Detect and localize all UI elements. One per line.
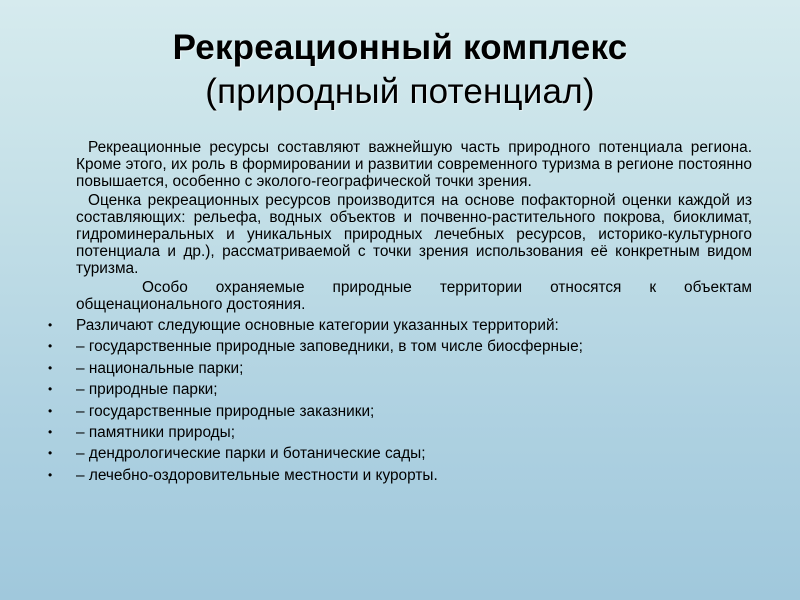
list-item [48,336,752,357]
list-item [48,443,752,464]
list-item [48,358,752,379]
list-item [48,315,752,336]
title-line-2: (природный потенциал) [205,72,595,111]
bullet-icon: • [48,403,53,418]
paragraph-protected-territories: Особо охраняемые природные территории относятся к объектам общенационального достояния. [76,278,752,313]
bullet-icon: • [48,382,53,397]
bullet-icon: • [48,446,53,461]
list-item-text: – дендрологические парки и ботанические сады; [76,445,426,463]
list-item-text: – природные парки; [76,381,218,399]
list-item-text: – государственные природные заказники; [76,402,375,420]
bullet-icon: • [48,318,53,333]
bullet-icon: • [48,339,53,354]
list-item [48,422,752,443]
list-item-text: Различают следующие основные категории указанных территорий: [76,317,559,335]
slide-body [48,139,752,486]
paragraph-recreational-resources: Рекреационные ресурсы составляют важнейшую часть природного потенциала региона. Кроме этого, их роль в формировании и развитии современного туризма в регионе постоянно повышается, особенно с эколого-географической точки зрения. [76,139,752,191]
list-item [48,379,752,400]
bullet-list [48,315,752,486]
paragraph-resource-assessment: Оценка рекреационных ресурсов производится на основе пофакторной оценки каждой из составляющих: рельефа, водных объектов и почвенно-растительного покрова, биоклимат, гидроминеральных и уникальных природных лечебных ресурсов, историко-культурного потенциала и др.), рассматриваемой с точки зрения использования её конкретным видом туризма. [76,191,752,278]
list-item [48,401,752,422]
list-item-text: – лечебно-оздоровительные местности и курорты. [76,466,438,484]
list-item-text: – государственные природные заповедники, в том числе биосферные; [76,338,583,356]
slide-title [40,26,760,114]
bullet-icon: • [48,424,53,439]
list-item [48,465,752,486]
title-line-1: Рекреационный комплекс [172,28,628,67]
bullet-icon: • [48,467,53,482]
bullet-icon: • [48,360,53,375]
list-item-text: – национальные парки; [76,359,244,377]
list-item-text: – памятники природы; [76,423,235,441]
